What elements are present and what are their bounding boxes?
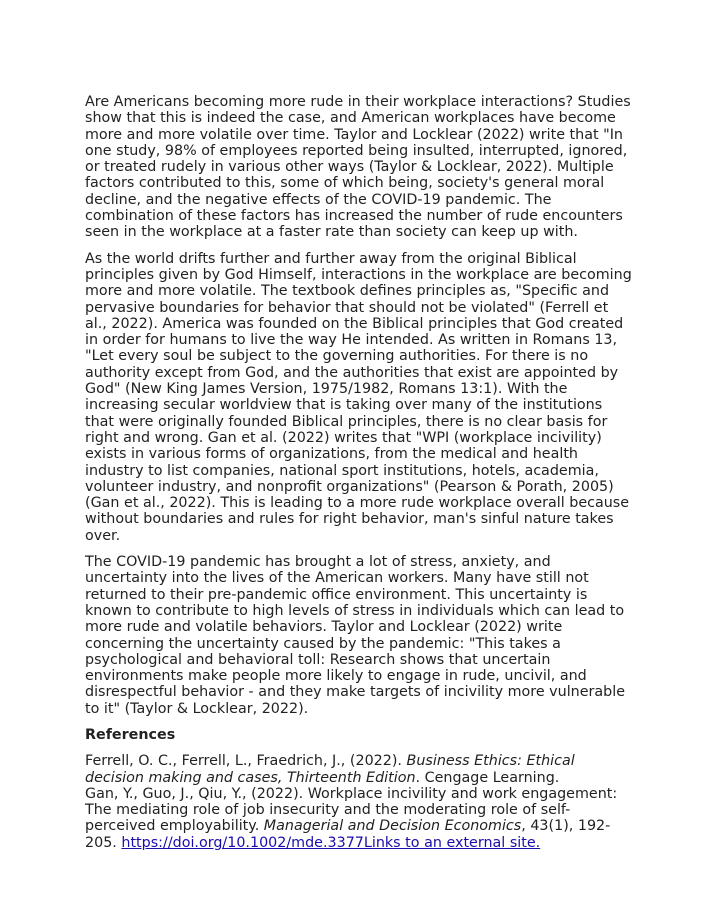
paragraph-2: As the world drifts further and further away from the original Biblical principles given by God Himself, interactions in the workplace are becoming more and more volatile. The textbook defines principles as, "Specific and pervasive boundaries for behavior that should not be violated" (Ferrell et al., 2022). America was founded on the Biblical principles that God created in order for humans to live the way He intended. As written in Romans 13, "Let every soul be subject to the governing authorities. For there is no authority except from God, and the authorities that exist are appointed by God" (New King James Version, 1975/1982, Romans 13:1). With the increasing secular worldview that is taking over many of the institutions that were originally founded Biblical principles, there is no clear basis for right and wrong. Gan et al. (2022) writes that "WPI (workplace incivility) exists in various forms of organizations, from the medical and health industry to list companies, national sport institutions, hotels, academia, volunteer industry, and nonprofit organizations" (Pearson & Porath, 2005) (Gan et al., 2022). This is leading to a more rude workplace overall because without boundaries and rules for right behavior, man's sinful nature takes over. — [85, 250, 632, 544]
paragraph-1: Are Americans becoming more rude in their workplace interactions? Studies show that this is indeed the case, and American workplaces have become more and more volatile over time. Taylor and Locklear (2022) write that "In one study, 98% of employees reported being insulted, interrupted, ignored, or treated rudely in various other ways (Taylor & Locklear, 2022). Multiple factors contributed to this, some of which being, society's general moral decline, and the negative effects of the COVID-19 pandemic. The combination of these factors has increased the number of rude encounters seen in the workplace at a faster rate than society can keep up with. — [85, 94, 631, 241]
references-heading: References — [85, 726, 176, 743]
reference-gan-volume: , 43(1), 192-205. — [85, 818, 611, 851]
reference-ferrell-publisher: . Cengage Learning. — [415, 769, 560, 786]
document-body — [85, 94, 633, 851]
reference-ferrell — [85, 753, 633, 786]
paragraph-3: The COVID-19 pandemic has brought a lot of stress, anxiety, and uncertainty into the lives of the American workers. Many have still not returned to their pre-pandemic office environment. This uncertainty is known to contribute to high levels of stress in individuals which can lead to more rude and volatile behaviors. Taylor and Locklear (2022) write concerning the uncertainty caused by the pandemic: "This takes a psychological and behavioral toll: Research shows that uncertain environments make people more likely to engage in rude, uncivil, and disrespectful behavior - and they make targets of incivility more vulnerable to it" (Taylor & Locklear, 2022). — [85, 554, 626, 717]
reference-ferrell-authors: Ferrell, O. C., Ferrell, L., Fraedrich, J., (2022). — [85, 753, 407, 770]
reference-ferrell-title: Business Ethics: Ethical decision making and cases, Thirteenth Edition — [85, 753, 575, 786]
reference-gan-journal: Managerial and Decision Economics — [263, 818, 522, 835]
reference-gan — [85, 786, 633, 851]
reference-gan-authors: Gan, Y., Guo, J., Qiu, Y., (2022). Workplace incivility and work engagement: The mediating role of job insecurity and the moderating role of self-perceived employability. — [85, 785, 618, 835]
doi-link[interactable]: https://doi.org/10.1002/mde.3377Links to an external site. — [121, 834, 541, 851]
